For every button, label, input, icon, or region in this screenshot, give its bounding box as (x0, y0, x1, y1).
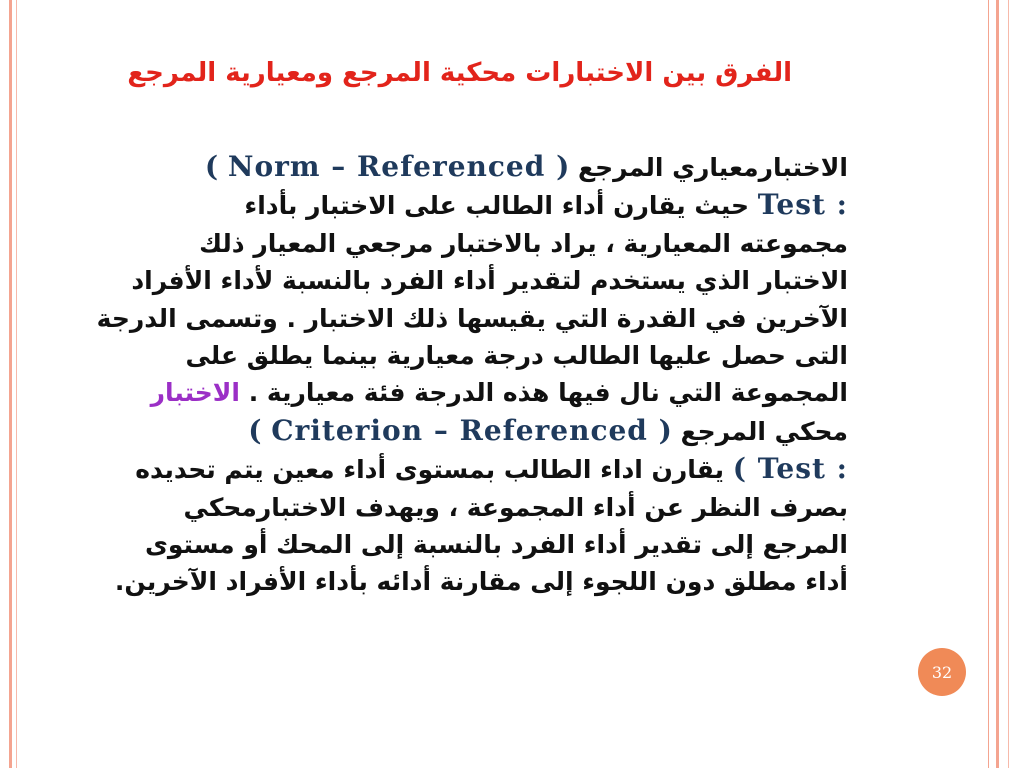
slide-body (66, 148, 848, 601)
norm-test-label: الاختبارمعياري المرجع (578, 153, 848, 182)
right-border-line-thin (988, 0, 989, 768)
norm-referenced-term: ( Norm – Referenced ) (204, 150, 570, 183)
criterion-test-label: محكي المرجع (680, 416, 848, 446)
body-line-2 (66, 186, 848, 224)
left-border-line-thin (16, 0, 17, 768)
body-line-3: مجموعته المعيارية ، يراد بالاختبار مرجعي المعيار ذلك (199, 228, 848, 258)
slide-title: الفرق بين الاختبارات محكية المرجع ومعيارية المرجع (127, 58, 792, 88)
body-line-9 (66, 450, 848, 488)
body-text-segment: حيث يقارن أداء الطالب على الاختبار بأداء (244, 191, 750, 221)
body-text-segment: المجموعة التي نال فيها هذه الدرجة فئة معيارية . (248, 378, 848, 408)
body-line-7 (66, 374, 848, 411)
body-text-segment: يقارن اداء الطالب بمستوى أداء معين يتم تحديده (135, 455, 725, 485)
page-number: 32 (931, 662, 953, 682)
body-line-11: المرجع إلى تقدير أداء الفرد بالنسبة إلى المحك أو مستوى (144, 530, 848, 560)
body-line-5: الآخرين في القدرة التي يقيسها ذلك الاختبار . وتسمى الدرجة (96, 303, 848, 333)
right-border-line-outer (1008, 0, 1009, 768)
body-line-1 (66, 148, 848, 186)
body-line-6: التى حصل عليها الطالب درجة معيارية بينما يطلق على (185, 341, 848, 371)
criterion-referenced-term: ( Criterion – Referenced ) (248, 413, 672, 447)
body-line-10: بصرف النظر عن أداء المجموعة ، ويهدف الاختبارمحكي (183, 492, 848, 522)
test-term: ( Test : (732, 452, 848, 486)
page-number-badge (918, 648, 966, 696)
body-line-12: أداء مطلق دون اللجوء إلى مقارنة أدائه بأداء الأفراد الآخرين. (114, 567, 848, 597)
right-border-line (996, 0, 999, 768)
test-term: Test : (757, 188, 848, 222)
body-line-8 (66, 412, 848, 450)
left-border-line (9, 0, 12, 768)
highlighted-term: الاختبار (150, 378, 240, 408)
body-line-4: الاختبار الذي يستخدم لتقدير أداء الفرد بالنسبة لأداء الأفراد (131, 266, 848, 296)
